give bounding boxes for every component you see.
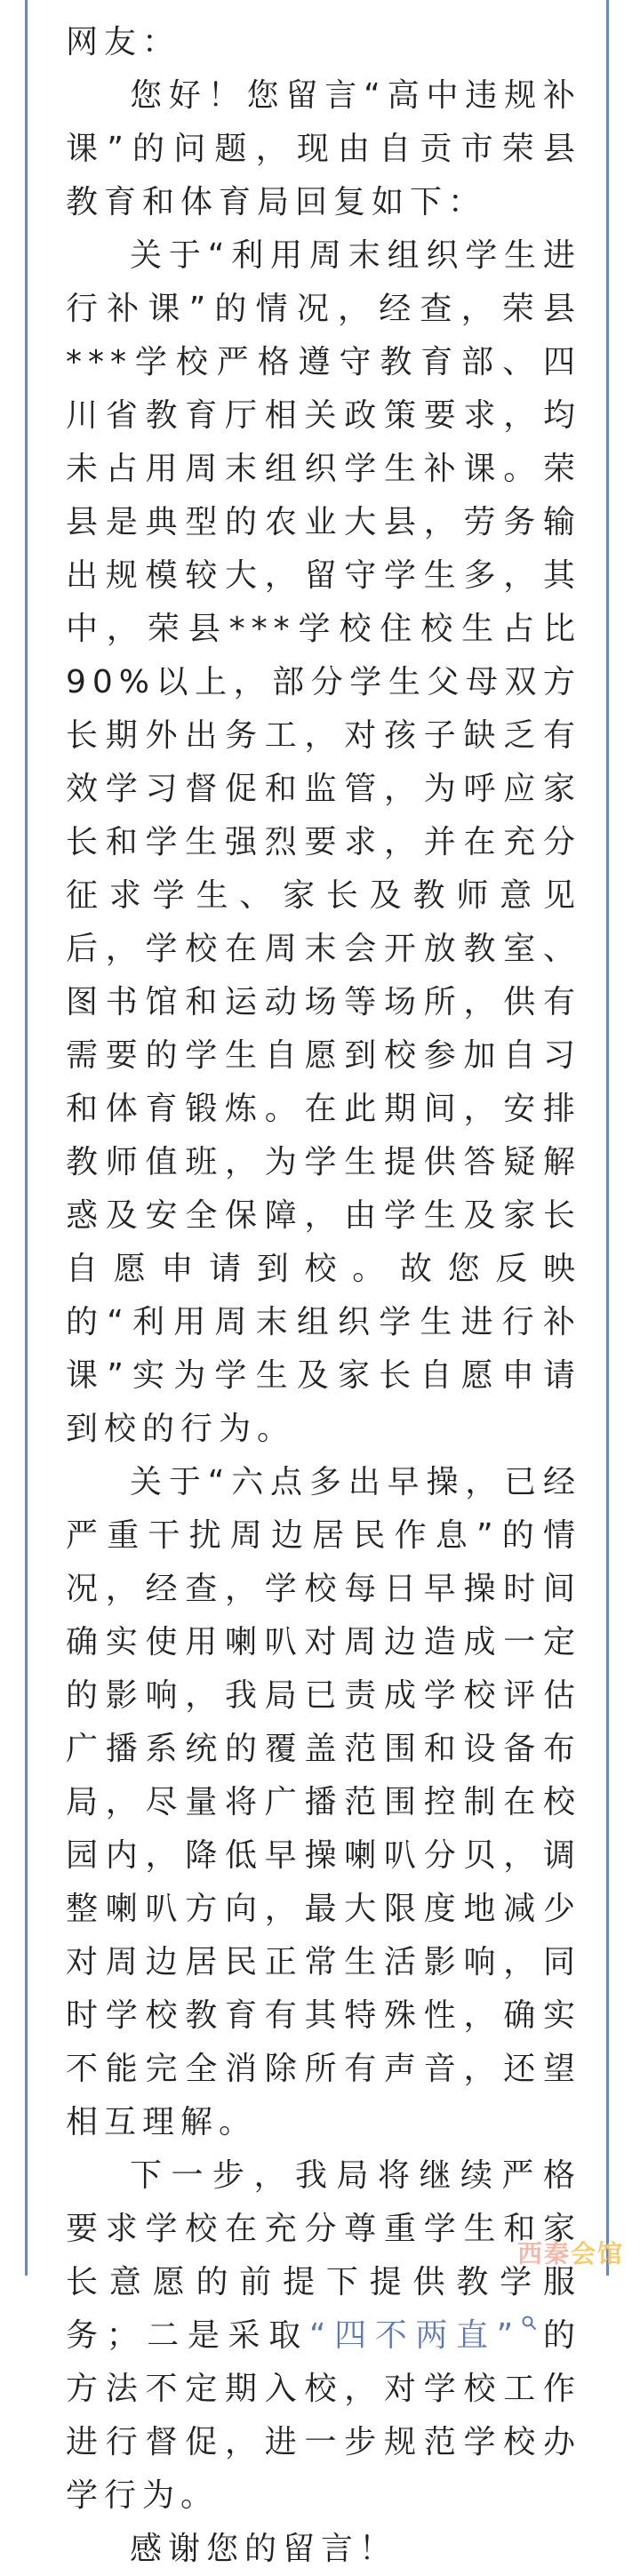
- site-watermark-logo: [517, 2235, 624, 2270]
- watermark-part-2: 会馆: [570, 2239, 624, 2268]
- four-no-two-direct-link[interactable]: “四不两直”: [308, 2317, 520, 2354]
- paragraph-intro: 您好！您留言“高中违规补课”的问题，现由自贡市荣县教育和体育局回复如下：: [66, 77, 581, 220]
- closing-thanks: 感谢您的留言！: [130, 2531, 398, 2567]
- next-steps-text-end: 的方法不定期入校，对学校工作进行督促，进一步规范学校办学行为。: [66, 2317, 581, 2514]
- right-border-line: [606, 0, 609, 2276]
- search-icon[interactable]: [521, 2315, 537, 2331]
- paragraph-morning-exercise: 关于“六点多出早操，已经严重干扰周边居民作息”的情况，经查，学校每日早操时间确实使用喇叭对周边造成一定的影响，我局已责成学校评估广播系统的覆盖范围和设备布局，尽量将广播范围控制在校园内，降低早操喇叭分贝，调整喇叭方向，最大限度地减少对周边居民正常生活影响，同时学校教育有其特殊性，确实不能完全消除所有声音，还望相互理解。: [66, 1464, 581, 2140]
- paragraph-weekend-classes: 关于“利用周末组织学生进行补课”的情况，经查，荣县***学校严格遵守教育部、四川省教育厅相关政策要求，均未占用周末组织学生补课。荣县是典型的农业大县，劳务输出规模较大，留守学生多，其中，荣县***学校住校生占比90%以上，部分学生父母双方长期外出务工，对孩子缺乏有效学习督促和监管，为呼应家长和学生强烈要求，并在充分征求学生、家长及教师意见后，学校在周末会开放教室、图书馆和运动场等场所，供有需要的学生自愿到校参加自习和体育锻炼。在此期间，安排教师值班，为学生提供答疑解惑及安全保障，由学生及家长自愿申请到校。故您反映的“利用周末组织学生进行补课”实为学生及家长自愿申请到校的行为。: [66, 237, 581, 1447]
- paragraph-next-steps: [66, 2149, 581, 2523]
- greeting: 网友：: [66, 24, 181, 60]
- next-steps-text-start: 下一步，我局将继续严格要求学校在充分尊重学生和家长意愿的前提下提供教学服务；二是采取: [66, 2157, 581, 2354]
- watermark-part-1: 西秦: [516, 2239, 571, 2268]
- left-border-line: [25, 0, 28, 2276]
- reply-document: [66, 16, 581, 2576]
